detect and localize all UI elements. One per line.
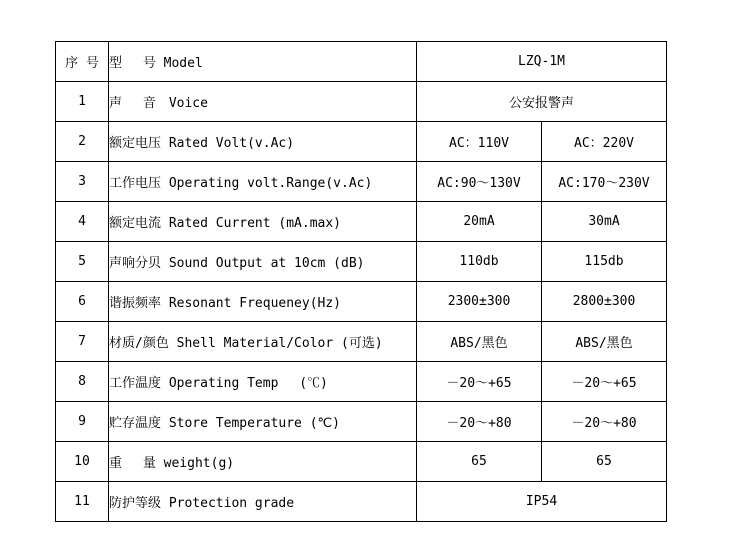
table-row — [56, 322, 667, 362]
row-value-220v: －20～+65 — [542, 362, 667, 402]
row-item: 声响分贝 Sound Output at 10cm (dB) — [109, 242, 417, 282]
row-value-220v: 2800±300 — [542, 282, 667, 322]
row-value-110v: AC：110V — [417, 122, 542, 162]
row-number: 1 — [56, 82, 109, 122]
table-header-row — [56, 42, 667, 82]
row-value: 公安报警声 — [417, 82, 667, 122]
table-row — [56, 162, 667, 202]
index-header: 序 号 — [56, 42, 109, 82]
row-number: 4 — [56, 202, 109, 242]
row-number: 8 — [56, 362, 109, 402]
row-number: 9 — [56, 402, 109, 442]
row-item: 重 量 weight(g) — [109, 442, 417, 482]
table-row — [56, 402, 667, 442]
row-value-220v: 65 — [542, 442, 667, 482]
table-row — [56, 202, 667, 242]
table-row — [56, 442, 667, 482]
row-value-110v: －20～+80 — [417, 402, 542, 442]
row-value-110v: ABS/黑色 — [417, 322, 542, 362]
row-number: 3 — [56, 162, 109, 202]
row-number: 5 — [56, 242, 109, 282]
table-row — [56, 362, 667, 402]
row-number: 7 — [56, 322, 109, 362]
row-number: 2 — [56, 122, 109, 162]
row-item: 谐振频率 Resonant Frequeney(Hz) — [109, 282, 417, 322]
row-item: 工作温度 Operating Temp (℃) — [109, 362, 417, 402]
row-item: 额定电流 Rated Current (mA.max) — [109, 202, 417, 242]
row-value-220v: －20～+80 — [542, 402, 667, 442]
row-number: 11 — [56, 482, 109, 522]
row-item: 材质/颜色 Shell Material/Color (可选) — [109, 322, 417, 362]
row-value-220v: AC：220V — [542, 122, 667, 162]
spec-table — [55, 41, 667, 522]
row-value-220v: 30mA — [542, 202, 667, 242]
row-value-110v: AC:90～130V — [417, 162, 542, 202]
table-row — [56, 482, 667, 522]
model-header: 型 号 Model — [109, 42, 417, 82]
row-value-220v: 115db — [542, 242, 667, 282]
row-value-220v: AC:170～230V — [542, 162, 667, 202]
table-row — [56, 242, 667, 282]
row-value-110v: －20～+65 — [417, 362, 542, 402]
table-row — [56, 82, 667, 122]
row-item: 声 音 Voice — [109, 82, 417, 122]
row-number: 10 — [56, 442, 109, 482]
row-value-110v: 110db — [417, 242, 542, 282]
table-row — [56, 122, 667, 162]
row-value: IP54 — [417, 482, 667, 522]
row-item: 贮存温度 Store Temperature (℃) — [109, 402, 417, 442]
row-item: 额定电压 Rated Volt(v.Ac) — [109, 122, 417, 162]
row-value-220v: ABS/黑色 — [542, 322, 667, 362]
row-number: 6 — [56, 282, 109, 322]
row-item: 防护等级 Protection grade — [109, 482, 417, 522]
row-value-110v: 20mA — [417, 202, 542, 242]
model-value: LZQ-1M — [417, 42, 667, 82]
row-item: 工作电压 Operating volt.Range(v.Ac) — [109, 162, 417, 202]
row-value-110v: 65 — [417, 442, 542, 482]
row-value-110v: 2300±300 — [417, 282, 542, 322]
table-row — [56, 282, 667, 322]
